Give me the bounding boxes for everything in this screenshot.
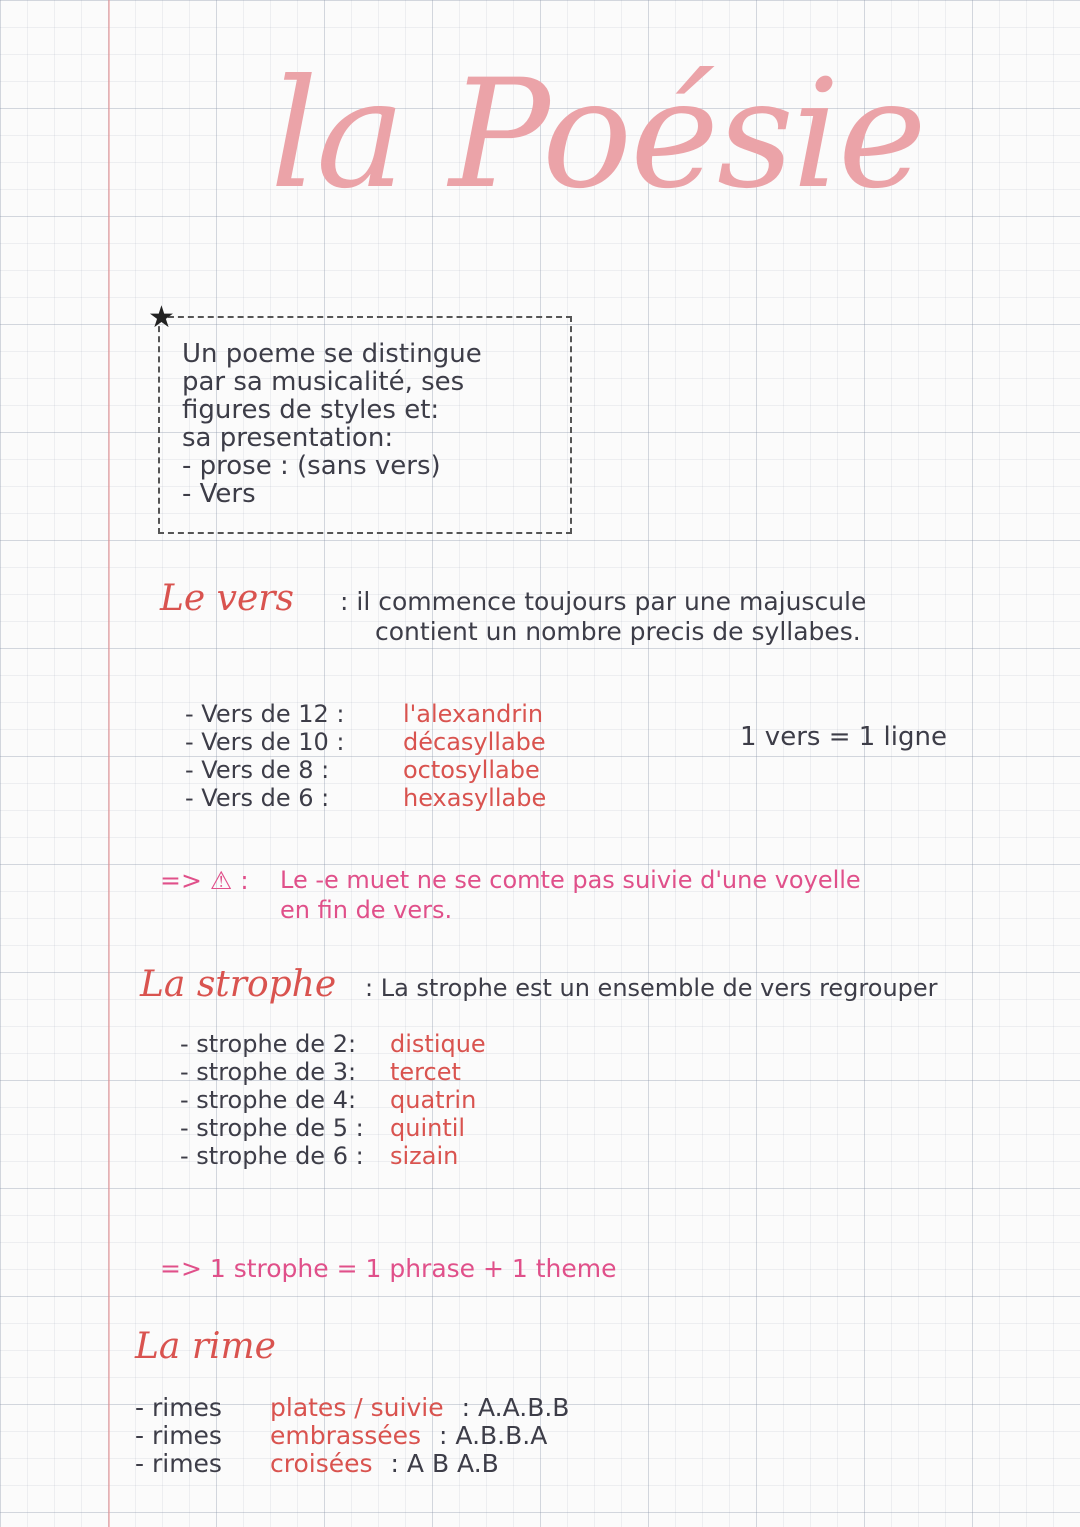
strophe-item-name: sizain [390, 1142, 459, 1170]
list-item [180, 1030, 486, 1058]
list-item [185, 728, 546, 756]
strophe-item-label: - strophe de 2: [180, 1030, 357, 1058]
vers-list [185, 700, 546, 812]
rime-item-name: plates / suivie [270, 1393, 444, 1422]
vers-item-name: octosyllabe [403, 756, 540, 784]
strophe-item-name: distique [390, 1030, 486, 1058]
strophe-item-name: tercet [390, 1058, 461, 1086]
rime-item-pattern: : A.A.B.B [461, 1393, 570, 1422]
rime-item-pattern: : A.B.B.A [439, 1421, 548, 1450]
intro-line: - Vers [182, 479, 256, 509]
rime-item-label: - rimes [135, 1393, 222, 1422]
list-item [135, 1450, 569, 1478]
rime-item-name: embrassées [270, 1421, 422, 1450]
vers-item-label: - Vers de 8 : [185, 756, 330, 784]
list-item [185, 784, 546, 812]
list-item [135, 1394, 569, 1422]
strophe-item-name: quintil [390, 1114, 466, 1142]
vers-item-name: l'alexandrin [403, 700, 544, 728]
rime-list [135, 1394, 569, 1478]
vers-item-label: - Vers de 6 : [185, 784, 330, 812]
vers-definition-line-1: : il commence toujours par une majuscule [340, 587, 867, 616]
list-item [180, 1058, 486, 1086]
rime-item-pattern: : A B A.B [390, 1449, 499, 1478]
strophe-heading: La strophe [140, 964, 337, 1005]
warning-line-1: Le -e muet ne se comte pas suivie d'une voyelle [280, 866, 861, 894]
vers-item-name: décasyllabe [403, 728, 546, 756]
page-title: la Poésie [270, 48, 925, 222]
strophe-summary: => 1 strophe = 1 phrase + 1 theme [160, 1254, 617, 1283]
warning-line-2: en fin de vers. [280, 896, 453, 924]
intro-line: - prose : (sans vers) [182, 451, 441, 481]
strophe-item-label: - strophe de 6 : [180, 1142, 364, 1170]
list-item [185, 700, 546, 728]
list-item [180, 1142, 486, 1170]
strophe-item-label: - strophe de 5 : [180, 1114, 364, 1142]
rime-item-name: croisées [270, 1449, 373, 1478]
strophe-item-label: - strophe de 3: [180, 1058, 357, 1086]
vers-definition-line-2: contient un nombre precis de syllabes. [375, 617, 861, 646]
strophe-definition: : La strophe est un ensemble de vers regrouper [365, 974, 938, 1002]
intro-box-text [182, 340, 552, 508]
vers-heading: Le vers [160, 578, 294, 619]
warning-prefix: => ⚠ : [160, 866, 249, 895]
list-item [185, 756, 546, 784]
list-item [135, 1422, 569, 1450]
margin-line [108, 0, 110, 1527]
list-item [180, 1114, 486, 1142]
vers-item-label: - Vers de 12 : [185, 700, 345, 728]
intro-line: sa presentation: [182, 423, 394, 453]
vers-item-label: - Vers de 10 : [185, 728, 345, 756]
intro-line: figures de styles et: [182, 395, 440, 425]
vers-item-name: hexasyllabe [403, 784, 547, 812]
strophe-list [180, 1030, 486, 1170]
intro-line: par sa musicalité, ses [182, 367, 465, 397]
intro-line: Un poeme se distingue [182, 339, 482, 369]
rime-item-label: - rimes [135, 1449, 222, 1478]
vers-note: 1 vers = 1 ligne [740, 722, 947, 752]
rime-item-label: - rimes [135, 1421, 222, 1450]
strophe-item-name: quatrin [390, 1086, 477, 1114]
list-item [180, 1086, 486, 1114]
star-icon: ★ [148, 300, 175, 335]
rime-heading: La rime [135, 1326, 276, 1367]
strophe-item-label: - strophe de 4: [180, 1086, 357, 1114]
